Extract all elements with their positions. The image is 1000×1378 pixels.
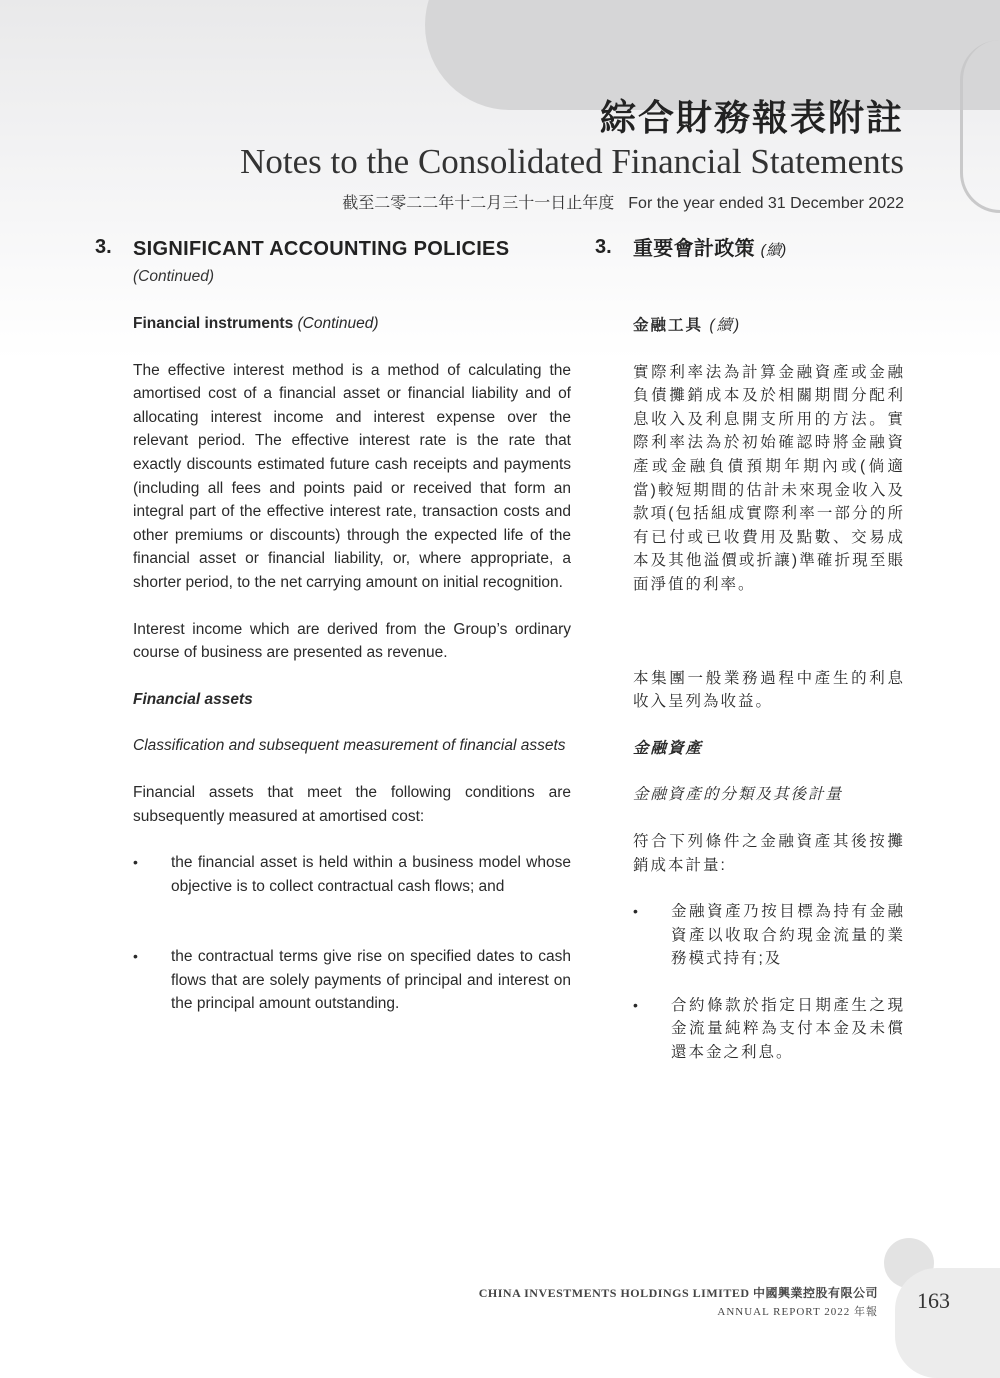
subheading-financial-instruments-zh [633, 314, 905, 338]
page-footer [479, 1284, 878, 1319]
chinese-column [633, 232, 905, 1065]
subheading-text: Financial instruments [133, 315, 294, 332]
paragraph-conditions: Financial assets that meet the following conditions are subsequently measured at amortised cost: [133, 783, 571, 825]
list-item [133, 945, 571, 1016]
subheading-text-zh: 金融工具 [633, 317, 704, 334]
section-continued-zh: (續) [760, 242, 787, 259]
paragraph-interest-income: Interest income which are derived from the Group’s ordinary course of business are presented as revenue. [133, 620, 571, 662]
subheading-financial-instruments [133, 312, 571, 336]
subheading-continued: (Continued) [297, 315, 379, 332]
footer-company: CHINA INVESTMENTS HOLDINGS LIMITED 中國興業控股有限公司 [478, 1286, 878, 1300]
section-title-zh-text: 重要會計政策 [633, 238, 755, 260]
period-line [240, 190, 904, 213]
decorative-curve [425, 0, 1000, 110]
bullet-icon: • [633, 996, 640, 1013]
footer-report: ANNUAL REPORT 2022 年報 [717, 1306, 878, 1318]
subheading-classification-zh: 金融資產的分類及其後計量 [633, 786, 844, 804]
list-item-text: 合約條款於指定日期產生之現金流量純粹為支付本金及未償還本金之利息。 [671, 996, 905, 1062]
subheading-financial-assets-zh: 金融資產 [633, 739, 704, 757]
page-title-en: Notes to the Consolidated Financial Statements [240, 142, 904, 181]
period-zh: 截至二零二二年十二月三十一日止年度 [342, 195, 615, 212]
conditions-list-zh [633, 900, 905, 1065]
bullet-icon: • [633, 903, 640, 920]
page-number-tab [895, 1268, 1000, 1378]
page-number: 163 [917, 1288, 950, 1313]
decorative-curve-edge [960, 40, 1000, 213]
period-en: For the year ended 31 December 2022 [628, 195, 904, 212]
list-item-text: the contractual terms give rise on specified dates to cash flows that are solely payments of principal and interest on the principal amount outstanding. [171, 948, 571, 1013]
paragraph-interest-income-zh: 本集團一般業務過程中產生的利息收入呈列為收益。 [633, 669, 905, 711]
list-item-text: 金融資產乃按目標為持有金融資產以收取合約現金流量的業務模式持有;及 [671, 903, 905, 968]
subheading-classification: Classification and subsequent measurement of financial assets [133, 737, 566, 755]
paragraph-effective-interest: The effective interest method is a method of calculating the amortised cost of a financial asset or financial liability and of allocating interest income and interest expense over the relevant period. The effective interest rate is the rate that exactly discounts estimated future cash receipts and payments (including all fees and points paid or received that form an integral part of the effective interest rate, transaction costs and other premiums or discounts) through the expected life of the financial asset or financial liability, or, where appropriate, a shorter period, to the net carrying amount on initial recognition. [133, 361, 571, 591]
conditions-list [133, 851, 571, 1016]
list-item [133, 851, 571, 898]
list-item [633, 994, 905, 1065]
section-title-zh [633, 232, 905, 268]
subheading-continued-zh: (續) [709, 317, 742, 334]
section-number-en: 3. [95, 236, 112, 258]
page-title-zh: 綜合財務報表附註 [599, 97, 904, 138]
bullet-icon: • [133, 854, 138, 871]
list-item [633, 900, 905, 971]
section-number-zh: 3. [595, 236, 612, 258]
paragraph-conditions-zh: 符合下列條件之金融資產其後按攤銷成本計量: [633, 832, 905, 874]
bullet-icon: • [133, 948, 138, 965]
section-title-en: SIGNIFICANT ACCOUNTING POLICIES [133, 238, 510, 260]
paragraph-effective-interest-zh: 實際利率法為計算金融資產或金融負債攤銷成本及於相關期間分配利息收入及利息開支所用的方法。實際利率法為於初始確認時將金融資產或金融負債預期年期內或(倘適當)較短期間的估計未來現金收入及款項(包括組成實際利率一部分的所有已付或已收費用及點數、交易成本及其他溢價或折讓)準確折現至賬面淨值的利率。 [633, 363, 905, 593]
page-header [240, 96, 904, 213]
list-item-text: the financial asset is held within a business model whose objective is to collect contractual cash flows; and [171, 854, 571, 895]
section-continued-en: (Continued) [133, 268, 214, 285]
subheading-financial-assets: Financial assets [133, 690, 253, 708]
english-column [133, 232, 571, 1016]
